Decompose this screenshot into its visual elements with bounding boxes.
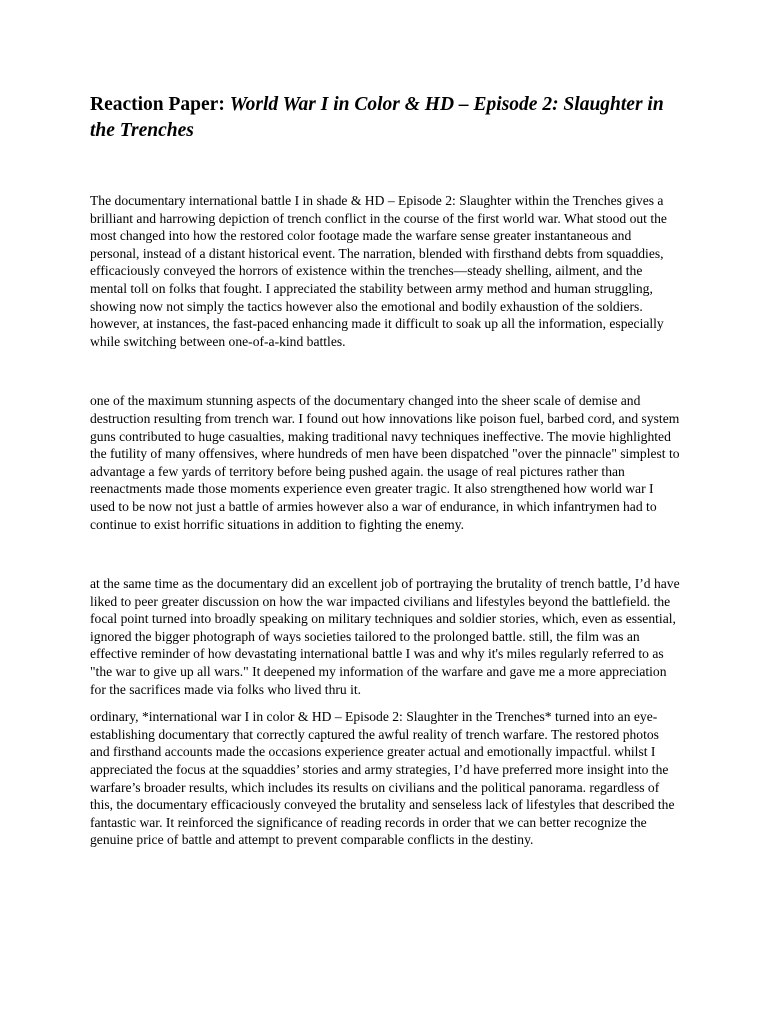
document-title [90, 92, 680, 144]
title-prefix: Reaction Paper: [90, 94, 230, 115]
paragraph-4: ordinary, *international war I in color & HD – Episode 2: Slaughter in the Trenches* turned into an eye-establishing documentary that correctly captured the awful reality of trench warfare. The restored photos and firsthand accounts made the occasions experience greater actual and emotionally impactful. whilst I appreciated the focus at the squaddies’ stories and army strategies, I’d have preferred more insight into the warfare’s broader results, which includes its results on civilians and the political panorama. regardless of this, the documentary efficaciously conveyed the brutality and senseless lack of lifestyles that described the fantastic war. It reinforced the significance of reading records in order that we can better recognize the genuine price of battle and attempt to prevent comparable conflicts in the destiny. [90, 709, 675, 848]
title-italic: World War I in Color & HD – Episode 2: Slaughter in the Trenches [90, 94, 664, 141]
paragraph-2: one of the maximum stunning aspects of the documentary changed into the sheer scale of demise and destruction resulting from trench war. I found out how innovations like poison fuel, barbed cord, and system guns contributed to huge casualties, making traditional navy techniques ineffective. The movie highlighted the futility of many offensives, where hundreds of men have been dispatched "over the pinnacle" simplest to advantage a few yards of territory before being pushed again. the usage of real pictures rather than reenactments made those moments experience even greater tragic. It also strengthened how world war I used to be now not just a battle of armies however also a war of endurance, in which infantrymen had to continue to exist horrific situations in addition to fighting the enemy. [90, 393, 680, 532]
paragraph-1: The documentary international battle I in shade & HD – Episode 2: Slaughter within the Trenches gives a brilliant and harrowing depiction of trench conflict in the course of the first world war. What stood out the most changed into how the restored color footage made the warfare sense greater instantaneous and personal, instead of a distant historical event. The narration, blended with firsthand debts from squaddies, efficaciously conveyed the horrors of existence within the trenches—steady shelling, ailment, and the mental toll on folks that fought. I appreciated the stability between army method and human struggling, showing now not simply the tactics however also the emotional and bodily exhaustion of the soldiers. however, at instances, the fast-paced enhancing made it difficult to soak up all the information, especially while switching between one-of-a-kind battles. [90, 193, 667, 349]
document-page [90, 92, 680, 849]
paragraph-3: at the same time as the documentary did an excellent job of portraying the brutality of trench battle, I’d have liked to peer greater discussion on how the war impacted civilians and lifestyles beyond the battlefield. the focal point turned into broadly speaking on military techniques and soldier stories, which, even as essential, ignored the bigger photograph of ways societies tailored to the prolonged battle. still, the film was an effective reminder of how devastating international battle I was and why it's miles regularly referred to as "the war to give up all wars." It deepened my information of the warfare and gave me a more appreciation for the sacrifices made via folks who lived thru it. [90, 576, 680, 697]
